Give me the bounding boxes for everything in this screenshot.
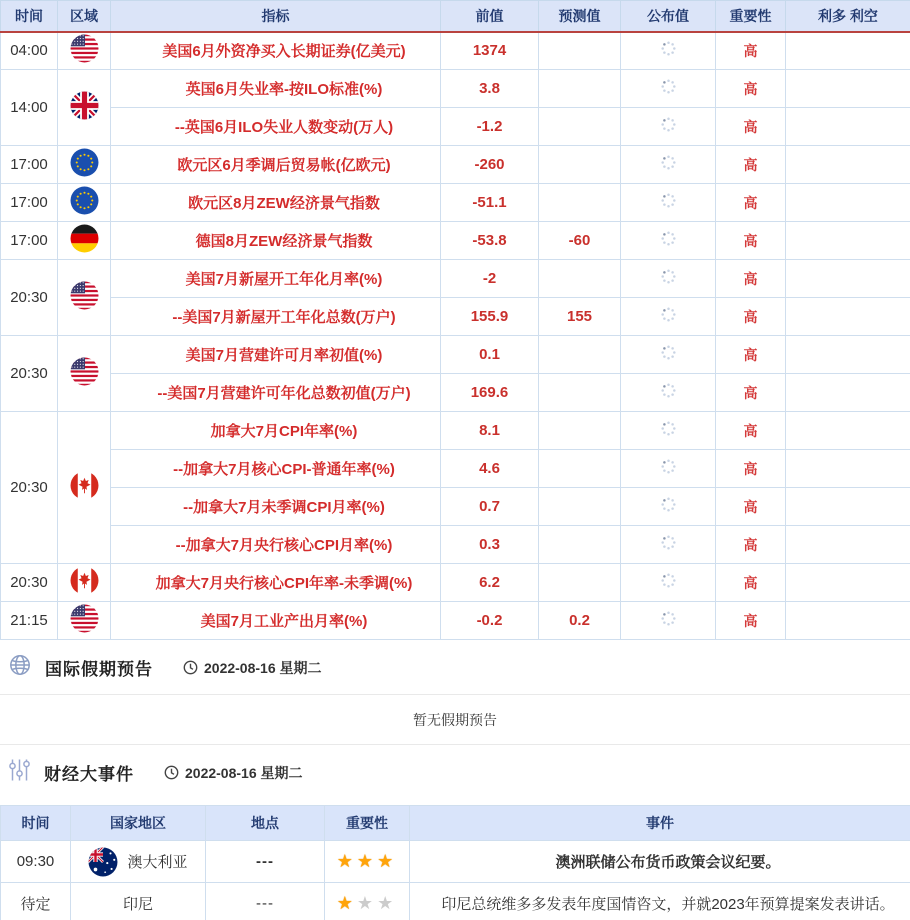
previous-value-cell: 169.6	[441, 374, 539, 412]
previous-value-cell: -1.2	[441, 108, 539, 146]
column-header: 事件	[410, 806, 910, 841]
events-table	[0, 805, 910, 920]
event-text[interactable]: 澳洲联储公布货币政策会议纪要。	[410, 841, 910, 883]
eu-flag-icon	[70, 148, 99, 177]
sentiment-cell	[786, 222, 910, 260]
event-text[interactable]: 印尼总统维多多发表年度国情咨文，并就2023年预算提案发表讲话。	[410, 883, 910, 920]
calendar-header-row	[1, 1, 910, 32]
events-section-header	[0, 745, 910, 799]
sentiment-cell	[786, 70, 910, 108]
published-value-cell	[621, 32, 716, 70]
calendar-row	[1, 184, 910, 222]
previous-value-cell: -2	[441, 260, 539, 298]
column-header: 国家地区	[71, 806, 206, 841]
calendar-row	[1, 526, 910, 564]
calendar-row	[1, 298, 910, 336]
star-icon: ★	[377, 893, 398, 913]
uk-flag-icon	[70, 91, 99, 120]
previous-value-cell: 0.3	[441, 526, 539, 564]
importance-cell: 高	[716, 564, 786, 602]
sentiment-cell	[786, 564, 910, 602]
time-cell: 17:00	[1, 222, 58, 260]
events-section-date	[164, 763, 303, 783]
column-header: 指标	[111, 1, 441, 32]
column-header: 预测值	[539, 1, 621, 32]
loading-spinner-icon	[660, 230, 677, 247]
previous-value-cell: -51.1	[441, 184, 539, 222]
star-icon: ★	[336, 893, 357, 913]
star-icon: ★	[356, 851, 378, 871]
calendar-row	[1, 222, 910, 260]
column-header: 地点	[206, 806, 325, 841]
published-value-cell	[621, 222, 716, 260]
forecast-value-cell	[539, 184, 621, 222]
loading-spinner-icon	[660, 572, 677, 589]
region-cell	[58, 70, 111, 146]
time-cell: 20:30	[1, 564, 58, 602]
calendar-row	[1, 564, 910, 602]
forecast-value-cell	[539, 70, 621, 108]
sentiment-cell	[786, 336, 910, 374]
indicator-link[interactable]: 美国6月外资净买入长期证券(亿美元)	[111, 32, 441, 70]
globe-icon	[8, 653, 32, 682]
de-flag-icon	[70, 224, 99, 253]
importance-cell: 高	[716, 602, 786, 640]
column-header: 公布值	[621, 1, 716, 32]
sentiment-cell	[786, 32, 910, 70]
published-value-cell	[621, 412, 716, 450]
indicator-link[interactable]: 加拿大7月CPI年率(%)	[111, 412, 441, 450]
region-cell	[58, 32, 111, 70]
sentiment-cell	[786, 602, 910, 640]
importance-cell: 高	[716, 374, 786, 412]
clock-icon	[164, 765, 179, 780]
region-cell	[58, 336, 111, 412]
importance-stars-cell	[325, 841, 410, 883]
loading-spinner-icon	[660, 192, 677, 209]
loading-spinner-icon	[660, 344, 677, 361]
region-cell	[58, 564, 111, 602]
loading-spinner-icon	[660, 610, 677, 627]
importance-cell: 高	[716, 526, 786, 564]
indicator-link[interactable]: --英国6月ILO失业人数变动(万人)	[111, 108, 441, 146]
previous-value-cell: 1374	[441, 32, 539, 70]
importance-cell: 高	[716, 70, 786, 108]
country-cell	[71, 883, 206, 920]
events-date-text: 2022-08-16 星期二	[185, 764, 303, 781]
column-header: 重要性	[716, 1, 786, 32]
previous-value-cell: 3.8	[441, 70, 539, 108]
indicator-link[interactable]: --加拿大7月央行核心CPI月率(%)	[111, 526, 441, 564]
country-name: 印尼	[122, 896, 153, 913]
event-time-cell: 待定	[1, 883, 71, 920]
column-header: 时间	[1, 806, 71, 841]
us-flag-icon	[70, 357, 99, 386]
published-value-cell	[621, 146, 716, 184]
time-cell: 14:00	[1, 70, 58, 146]
au-flag-icon	[88, 847, 118, 877]
importance-cell: 高	[716, 412, 786, 450]
published-value-cell	[621, 450, 716, 488]
ca-flag-icon	[70, 471, 99, 500]
indicator-link[interactable]: 欧元区8月ZEW经济景气指数	[111, 184, 441, 222]
loading-spinner-icon	[660, 496, 677, 513]
sentiment-cell	[786, 260, 910, 298]
column-header: 前值	[441, 1, 539, 32]
events-header-row	[1, 806, 910, 841]
forecast-value-cell	[539, 374, 621, 412]
importance-cell: 高	[716, 450, 786, 488]
loading-spinner-icon	[660, 458, 677, 475]
sliders-icon	[8, 758, 31, 787]
importance-stars-cell	[325, 883, 410, 920]
published-value-cell	[621, 260, 716, 298]
sentiment-cell	[786, 450, 910, 488]
location-cell: ---	[206, 883, 325, 920]
time-cell: 17:00	[1, 184, 58, 222]
eu-flag-icon	[70, 186, 99, 215]
sentiment-cell	[786, 184, 910, 222]
region-cell	[58, 602, 111, 640]
events-table-body	[1, 841, 910, 920]
importance-cell: 高	[716, 298, 786, 336]
previous-value-cell: -0.2	[441, 602, 539, 640]
event-row	[1, 841, 910, 883]
forecast-value-cell	[539, 526, 621, 564]
forecast-value-cell	[539, 564, 621, 602]
loading-spinner-icon	[660, 420, 677, 437]
region-cell	[58, 184, 111, 222]
published-value-cell	[621, 564, 716, 602]
published-value-cell	[621, 526, 716, 564]
published-value-cell	[621, 184, 716, 222]
calendar-row	[1, 336, 910, 374]
importance-cell: 高	[716, 488, 786, 526]
location-cell: ---	[206, 841, 325, 883]
forecast-value-cell	[539, 108, 621, 146]
forecast-value-cell	[539, 488, 621, 526]
indicator-link[interactable]: 英国6月失业率-按ILO标准(%)	[111, 70, 441, 108]
loading-spinner-icon	[660, 154, 677, 171]
importance-cell: 高	[716, 32, 786, 70]
us-flag-icon	[70, 604, 99, 633]
calendar-row	[1, 412, 910, 450]
calendar-row	[1, 260, 910, 298]
column-header: 区域	[58, 1, 111, 32]
holiday-section-header	[0, 640, 910, 694]
calendar-row	[1, 374, 910, 412]
sentiment-cell	[786, 108, 910, 146]
indicator-link[interactable]: --加拿大7月核心CPI-普通年率(%)	[111, 450, 441, 488]
indicator-link[interactable]: 美国7月新屋开工年化月率(%)	[111, 260, 441, 298]
previous-value-cell: 0.1	[441, 336, 539, 374]
loading-spinner-icon	[660, 534, 677, 551]
sentiment-cell	[786, 412, 910, 450]
forecast-value-cell	[539, 336, 621, 374]
previous-value-cell: 8.1	[441, 412, 539, 450]
sentiment-cell	[786, 488, 910, 526]
star-icon: ★	[356, 893, 378, 913]
importance-cell: 高	[716, 184, 786, 222]
loading-spinner-icon	[660, 40, 677, 57]
holiday-section-title: 国际假期预告	[45, 660, 153, 679]
us-flag-icon	[70, 281, 99, 310]
event-time-cell: 09:30	[1, 841, 71, 883]
calendar-row	[1, 108, 910, 146]
indicator-link[interactable]: --美国7月新屋开工年化总数(万户)	[111, 298, 441, 336]
loading-spinner-icon	[660, 268, 677, 285]
calendar-row	[1, 488, 910, 526]
region-cell	[58, 146, 111, 184]
sentiment-cell	[786, 146, 910, 184]
holiday-date-text: 2022-08-16 星期二	[204, 659, 322, 676]
calendar-row	[1, 32, 910, 70]
ca-flag-icon	[70, 566, 99, 595]
star-icon: ★	[336, 851, 357, 871]
sentiment-cell	[786, 526, 910, 564]
forecast-value-cell	[539, 146, 621, 184]
country-cell	[71, 841, 206, 883]
time-cell: 20:30	[1, 412, 58, 564]
published-value-cell	[621, 298, 716, 336]
events-section-title: 财经大事件	[44, 765, 134, 784]
region-cell	[58, 412, 111, 564]
calendar-table-body	[1, 32, 910, 640]
published-value-cell	[621, 70, 716, 108]
indicator-link[interactable]: 美国7月营建许可月率初值(%)	[111, 336, 441, 374]
holiday-section-date	[183, 658, 322, 678]
forecast-value-cell	[539, 412, 621, 450]
indicator-link[interactable]: 德国8月ZEW经济景气指数	[111, 222, 441, 260]
loading-spinner-icon	[660, 116, 677, 133]
loading-spinner-icon	[660, 382, 677, 399]
published-value-cell	[621, 336, 716, 374]
previous-value-cell: -260	[441, 146, 539, 184]
us-flag-icon	[70, 34, 99, 63]
time-cell: 20:30	[1, 336, 58, 412]
time-cell: 04:00	[1, 32, 58, 70]
previous-value-cell: -53.8	[441, 222, 539, 260]
time-cell: 20:30	[1, 260, 58, 336]
importance-cell: 高	[716, 336, 786, 374]
region-cell	[58, 222, 111, 260]
previous-value-cell: 0.7	[441, 488, 539, 526]
published-value-cell	[621, 108, 716, 146]
previous-value-cell: 155.9	[441, 298, 539, 336]
calendar-row	[1, 450, 910, 488]
indicator-link[interactable]: --美国7月营建许可年化总数初值(万户)	[111, 374, 441, 412]
forecast-value-cell: -60	[539, 222, 621, 260]
indicator-link[interactable]: 美国7月工业产出月率(%)	[111, 602, 441, 640]
forecast-value-cell: 155	[539, 298, 621, 336]
indicator-link[interactable]: --加拿大7月未季调CPI月率(%)	[111, 488, 441, 526]
indicator-link[interactable]: 加拿大7月央行核心CPI年率-未季调(%)	[111, 564, 441, 602]
calendar-row	[1, 602, 910, 640]
published-value-cell	[621, 602, 716, 640]
indicator-link[interactable]: 欧元区6月季调后贸易帐(亿欧元)	[111, 146, 441, 184]
previous-value-cell: 4.6	[441, 450, 539, 488]
clock-icon	[183, 660, 198, 675]
holiday-empty-message: 暂无假期预告	[413, 712, 497, 728]
column-header: 时间	[1, 1, 58, 32]
importance-cell: 高	[716, 260, 786, 298]
sentiment-cell	[786, 298, 910, 336]
sentiment-cell	[786, 374, 910, 412]
time-cell: 17:00	[1, 146, 58, 184]
published-value-cell	[621, 374, 716, 412]
forecast-value-cell	[539, 450, 621, 488]
calendar-row	[1, 146, 910, 184]
region-cell	[58, 260, 111, 336]
importance-cell: 高	[716, 146, 786, 184]
column-header: 重要性	[325, 806, 410, 841]
country-name: 澳大利亚	[127, 854, 188, 871]
loading-spinner-icon	[660, 306, 677, 323]
forecast-value-cell	[539, 260, 621, 298]
column-header: 利多 利空	[786, 1, 910, 32]
previous-value-cell: 6.2	[441, 564, 539, 602]
forecast-value-cell: 0.2	[539, 602, 621, 640]
star-icon: ★	[377, 851, 398, 871]
loading-spinner-icon	[660, 78, 677, 95]
calendar-row	[1, 70, 910, 108]
time-cell: 21:15	[1, 602, 58, 640]
published-value-cell	[621, 488, 716, 526]
event-row	[1, 883, 910, 920]
importance-cell: 高	[716, 108, 786, 146]
importance-cell: 高	[716, 222, 786, 260]
forecast-value-cell	[539, 32, 621, 70]
